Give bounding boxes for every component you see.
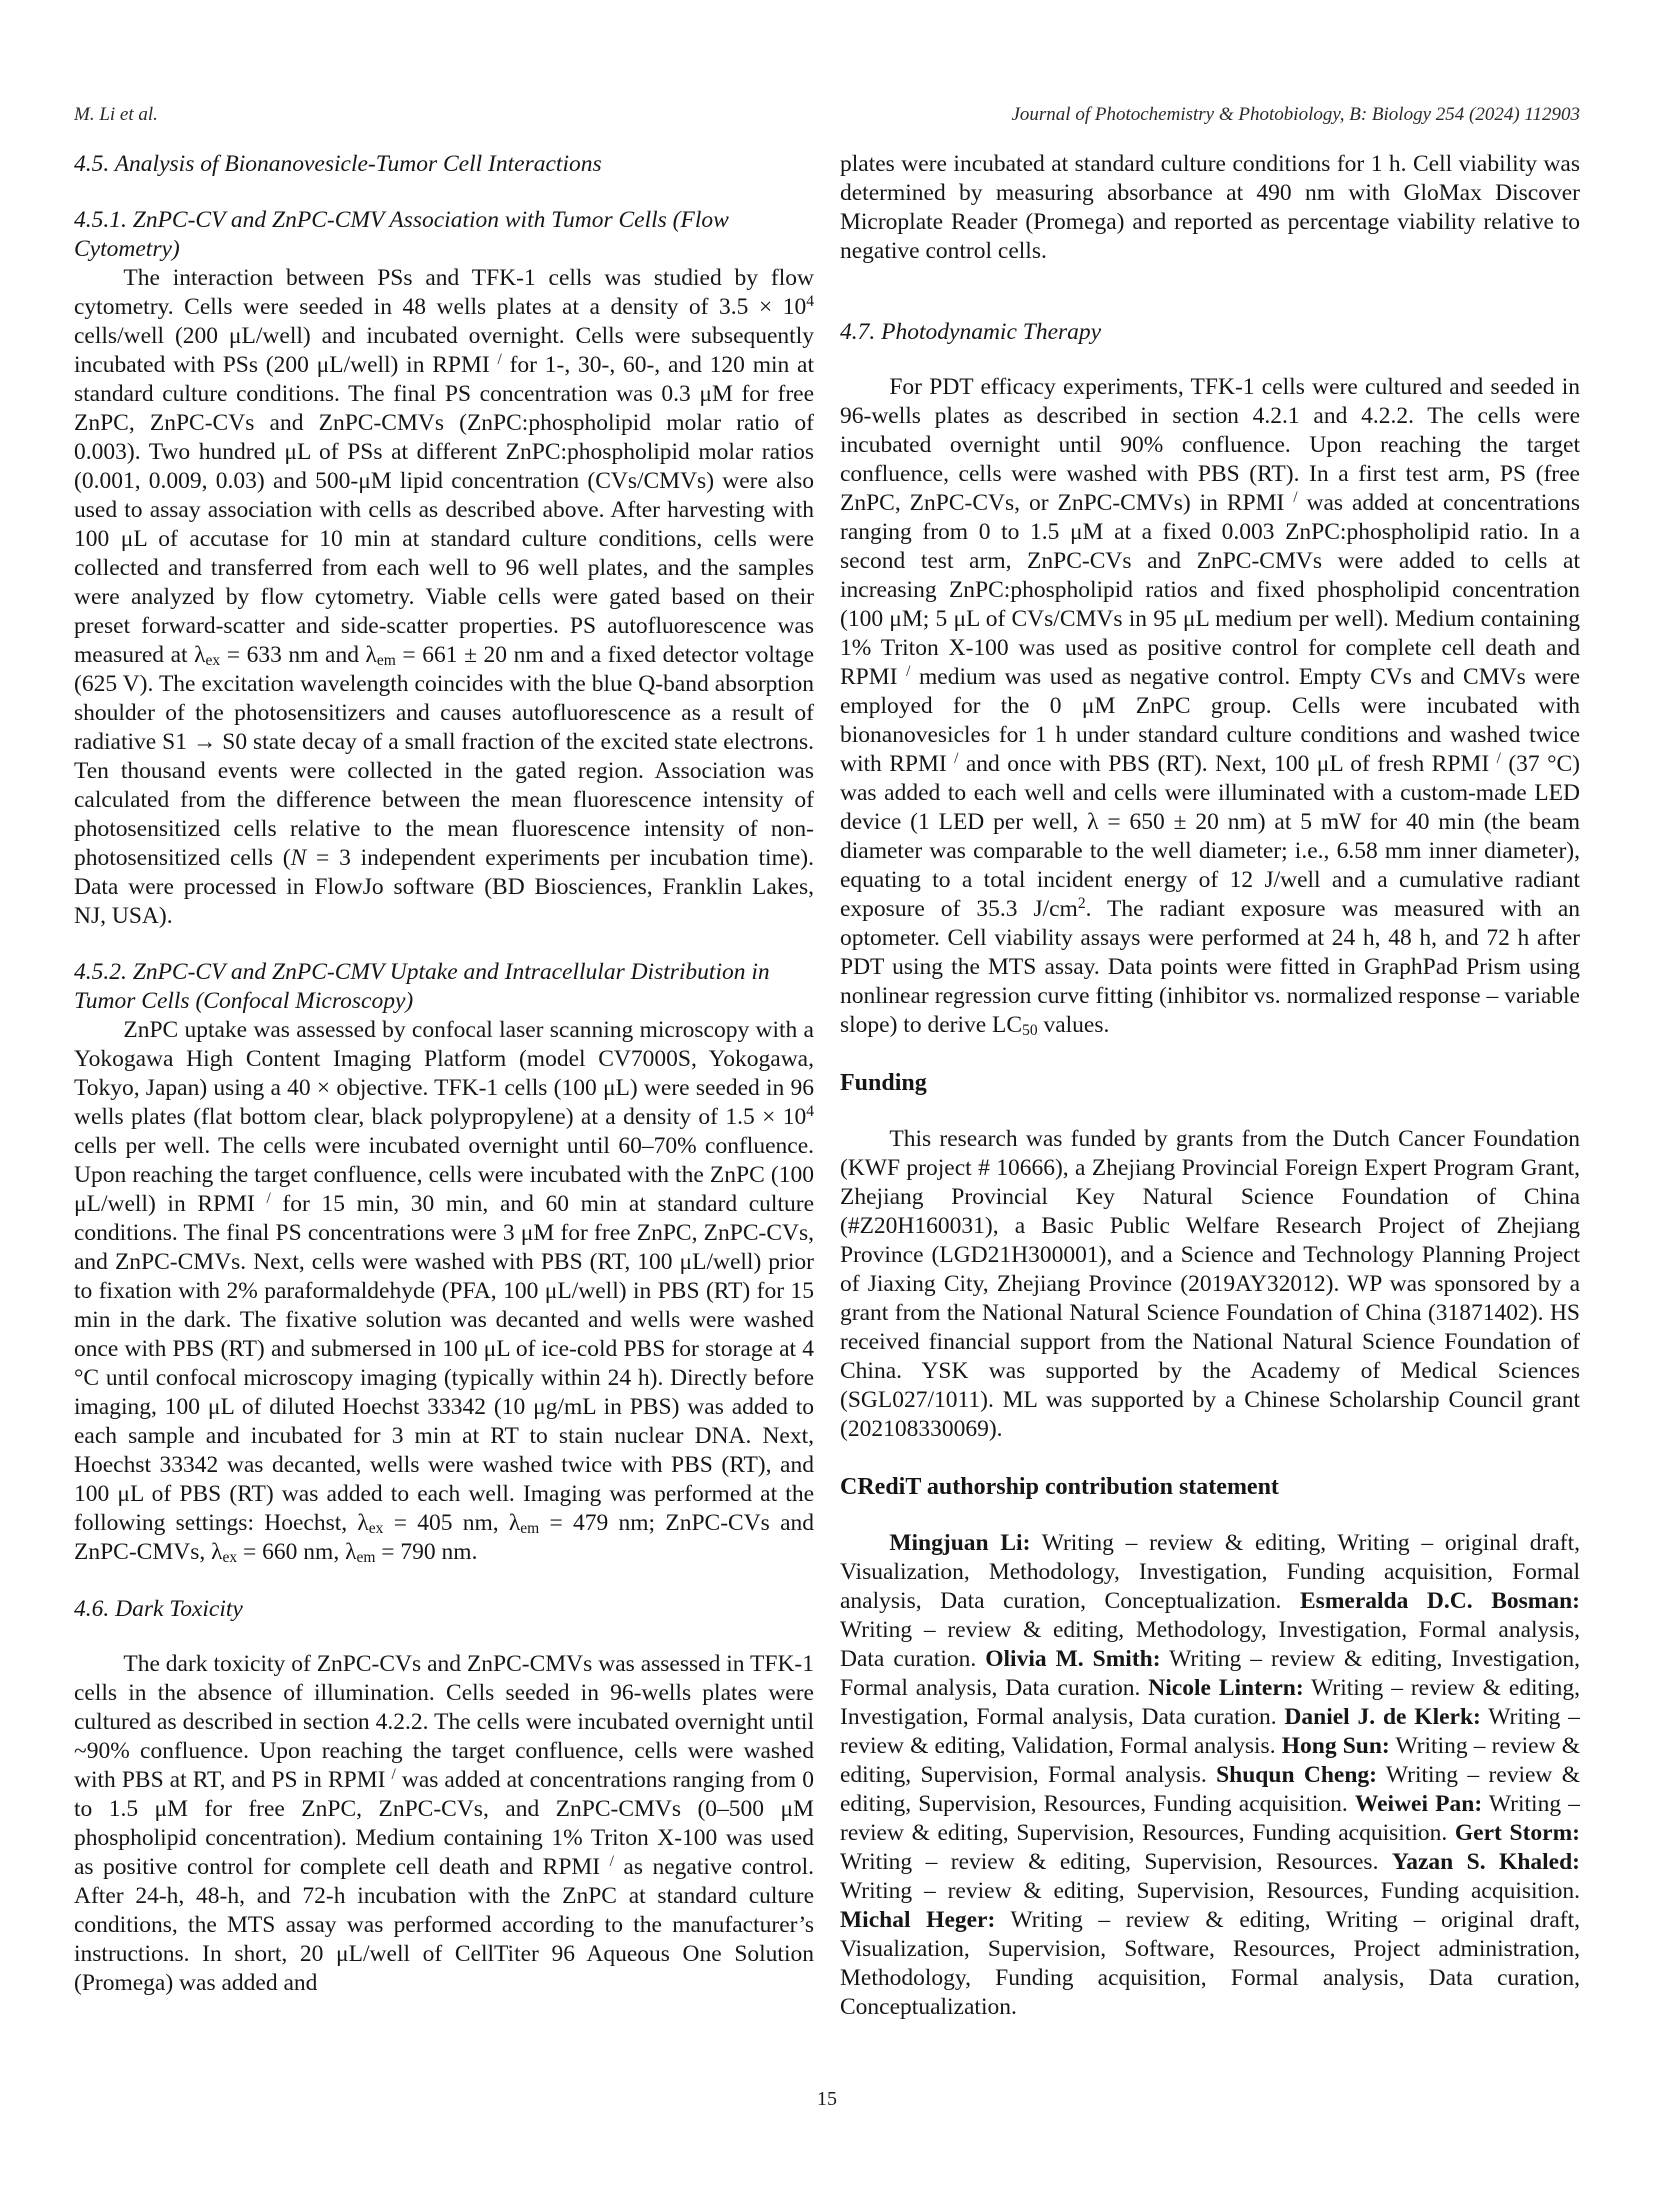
- right-column: [840, 150, 1580, 2080]
- section-heading: 4.6. Dark Toxicity: [74, 1596, 243, 1622]
- paragraph: plates were incubated at standard culture conditions for 1 h. Cell viability was determined by measuring absorbance at 490 nm with GloMax Discover Microplate Reader (Promega) and reported as percentage viability relative to negative control cells.: [840, 151, 1580, 264]
- paragraph: For PDT efficacy experiments, TFK-1 cells were cultured and seeded in 96-wells plates as described in section 4.2.1 and 4.2.2. The cells were incubated overnight until 90% confluence. Upon reaching the target confluence, cells were washed with PBS (RT). In a first test arm, PS (free ZnPC, ZnPC-CVs, or ZnPC-CMVs) in RPMI / was added at concentrations ranging from 0 to 1.5 μM at a fixed 0.003 ZnPC:phospholipid ratio. In a second test arm, ZnPC-CVs and ZnPC-CMVs were added to cells at increasing ZnPC:phospholipid ratios and fixed phospholipid concentration (100 μM; 5 μL of CVs/CMVs in 95 μL medium per well). Medium containing 1% Triton X-100 was used as positive control for complete cell death and RPMI / medium was used as negative control. Empty CVs and CMVs were employed for the 0 μM ZnPC group. Cells were incubated with bionanovesicles for 1 h under standard culture conditions and washed twice with RPMI / and once with PBS (RT). Next, 100 μL of fresh RPMI / (37 °C) was added to each well and cells were illuminated with a custom-made LED device (1 LED per well, λ = 650 ± 20 nm) at 5 mW for 40 min (the beam diameter was comparable to the well diameter; i.e., 6.58 mm inner diameter), equating to a total incident energy of 12 J/well and a cumulative radiant exposure of 35.3 $J/cm^2$. The radiant exposure was measured with an optometer. Cell viability assays were performed at 24 h, 48 h, and 72 h after PDT using the MTS assay. Data points were fitted in GraphPad Prism using nonlinear regression curve fitting (inhibitor vs. normalized response – variable slope) to derive $LC_{50}$ values.: [840, 374, 1580, 1040]
- paragraph: The interaction between PSs and TFK-1 cells was studied by flow cytometry. Cells were seeded in 48 wells plates at a density of $3.5 \times 10^4$ cells/well (200 μL/well) and incubated overnight. Cells were subsequently incubated with PSs (200 μL/well) in RPMI / for 1-, 30-, 60-, and 120 min at standard culture conditions. The final PS concentration was 0.3 μM for free ZnPC, ZnPC-CVs and ZnPC-CMVs (ZnPC:phospholipid molar ratio of 0.003). Two hundred μL of PSs at different ZnPC:phospholipid molar ratios (0.001, 0.009, 0.03) and 500-μM lipid concentration (CVs/CMVs) were also used to assay association with cells as described above. After harvesting with 100 μL of accutase for 10 min at standard culture conditions, cells were collected and transferred from each well to 96 well plates, and the samples were analyzed by flow cytometry. Viable cells were gated based on their preset forward-scatter and side-scatter properties. PS autofluorescence was measured at $\lambda_{ex} = 633$ nm and $\lambda_{em} = 661 \pm 20$ nm and a fixed detector voltage (625 V). The excitation wavelength coincides with the blue Q-band absorption shoulder of the photosensitizers and causes autofluorescence as a result of radiative S1 → S0 state decay of a small fraction of the excited state electrons. Ten thousand events were collected in the gated region. Association was calculated from the difference between the mean fluorescence intensity of photosensitized cells relative to the mean fluorescence intensity of non-photosensitized cells (N = 3 independent experiments per incubation time). Data were processed in FlowJo software (BD Biosciences, Franklin Lakes, NJ, USA).: [74, 265, 814, 929]
- subsection-heading: 4.5.2. ZnPC-CV and ZnPC-CMV Uptake and Intracellular Distribution in Tumor Cells (Confocal Microscopy): [74, 959, 770, 1014]
- two-column-body: [74, 150, 1580, 2080]
- paragraph: Mingjuan Li: Writing – review & editing, Writing – original draft, Visualization, Methodology, Investigation, Funding acquisition, Formal analysis, Data curation, Conceptualization. Esmeralda D.C. Bosman: Writing – review & editing, Methodology, Investigation, Formal analysis, Data curation. Olivia M. Smith: Writing – review & editing, Investigation, Formal analysis, Data curation. Nicole Lintern: Writing – review & editing, Investigation, Formal analysis, Data curation. Daniel J. de Klerk: Writing – review & editing, Validation, Formal analysis. Hong Sun: Writing – review & editing, Supervision, Formal analysis. Shuqun Cheng: Writing – review & editing, Supervision, Resources, Funding acquisition. Weiwei Pan: Writing – review & editing, Supervision, Resources, Funding acquisition. Gert Storm: Writing – review & editing, Supervision, Resources. Yazan S. Khaled: Writing – review & editing, Supervision, Resources, Funding acquisition. Michal Heger: Writing – review & editing, Writing – original draft, Visualization, Supervision, Software, Resources, Project administration, Methodology, Funding acquisition, Formal analysis, Data curation, Conceptualization.: [840, 1530, 1580, 2020]
- left-column: [74, 150, 814, 2080]
- page-number: 15: [817, 2088, 837, 2110]
- paragraph: The dark toxicity of ZnPC-CVs and ZnPC-CMVs was assessed in TFK-1 cells in the absence of illumination. Cells seeded in 96-wells plates were cultured as described in section 4.2.2. The cells were incubated overnight until ~90% confluence. Upon reaching the target confluence, cells were washed with PBS at RT, and PS in RPMI / was added at concentrations ranging from 0 to 1.5 μM for free ZnPC, ZnPC-CVs, and ZnPC-CMVs (0–500 μM phospholipid concentration). Medium containing 1% Triton X-100 was used as positive control for complete cell death and RPMI / as negative control. After 24-h, 48-h, and 72-h incubation with the ZnPC at standard culture conditions, the MTS assay was performed according to the manufacturer’s instructions. In short, 20 μL/well of CellTiter 96 Aqueous One Solution (Promega) was added and: [74, 1651, 814, 1996]
- section-heading: 4.7. Photodynamic Therapy: [840, 319, 1102, 345]
- paragraph: ZnPC uptake was assessed by confocal laser scanning microscopy with a Yokogawa High Content Imaging Platform (model CV7000S, Yokogawa, Tokyo, Japan) using a 40 × objective. TFK-1 cells (100 μL) were seeded in 96 wells plates (flat bottom clear, black polypropylene) at a density of $1.5 \times 10^4$ cells per well. The cells were incubated overnight until 60–70% confluence. Upon reaching the target confluence, cells were incubated with the ZnPC (100 μL/well) in RPMI / for 15 min, 30 min, and 60 min at standard culture conditions. The final PS concentrations were 3 μM for free ZnPC, ZnPC-CVs, and ZnPC-CMVs. Next, cells were washed with PBS (RT, 100 μL/well) prior to fixation with 2% paraformaldehyde (PFA, 100 μL/well) in PBS (RT) for 15 min in the dark. The fixative solution was decanted and wells were washed once with PBS (RT) and submersed in 100 μL of ice-cold PBS for storage at 4 °C until confocal microscopy imaging (typically within 24 h). Directly before imaging, 100 μL of diluted Hoechst 33342 (10 μg/mL in PBS) was added to each sample and incubated for 3 min at RT to stain nuclear DNA. Next, Hoechst 33342 was decanted, wells were washed twice with PBS (RT), and 100 μL of PBS (RT) was added to each well. Imaging was performed at the following settings: Hoechst, $\lambda_{ex} = 405$ nm, $\lambda_{em} = 479$ nm; ZnPC-CVs and ZnPC-CMVs, $\lambda_{ex} = 660$ nm, $\lambda_{em} = 790$ nm.: [74, 1017, 814, 1567]
- page-footer: [0, 2088, 1654, 2111]
- paragraph: This research was funded by grants from the Dutch Cancer Foundation (KWF project # 10666), a Zhejiang Provincial Foreign Expert Program Grant, Zhejiang Provincial Key Natural Science Foundation of China (#Z20H160031), a Basic Public Welfare Research Project of Zhejiang Province (LGD21H300001), and a Science and Technology Planning Project of Jiaxing City, Zhejiang Province (2019AY32012). WP was sponsored by a grant from the National Natural Science Foundation of China (31871402). HS received financial support from the National Natural Science Foundation of China. YSK was supported by the Academy of Medical Sciences (SGL027/1011). ML was supported by a Chinese Scholarship Council grant (202108330069).: [840, 1126, 1580, 1442]
- running-header: [74, 104, 1580, 126]
- subsection-heading: 4.5.1. ZnPC-CV and ZnPC-CMV Association with Tumor Cells (Flow Cytometry): [74, 207, 729, 262]
- section-heading: 4.5. Analysis of Bionanovesicle-Tumor Cell Interactions: [74, 151, 602, 177]
- header-authors: M. Li et al.: [74, 104, 158, 125]
- statement-heading: CRediT authorship contribution statement: [840, 1474, 1279, 1500]
- header-journal-title: Journal of Photochemistry & Photobiology, B: Biology 254 (2024) 112903: [1011, 104, 1580, 125]
- statement-heading: Funding: [840, 1070, 927, 1096]
